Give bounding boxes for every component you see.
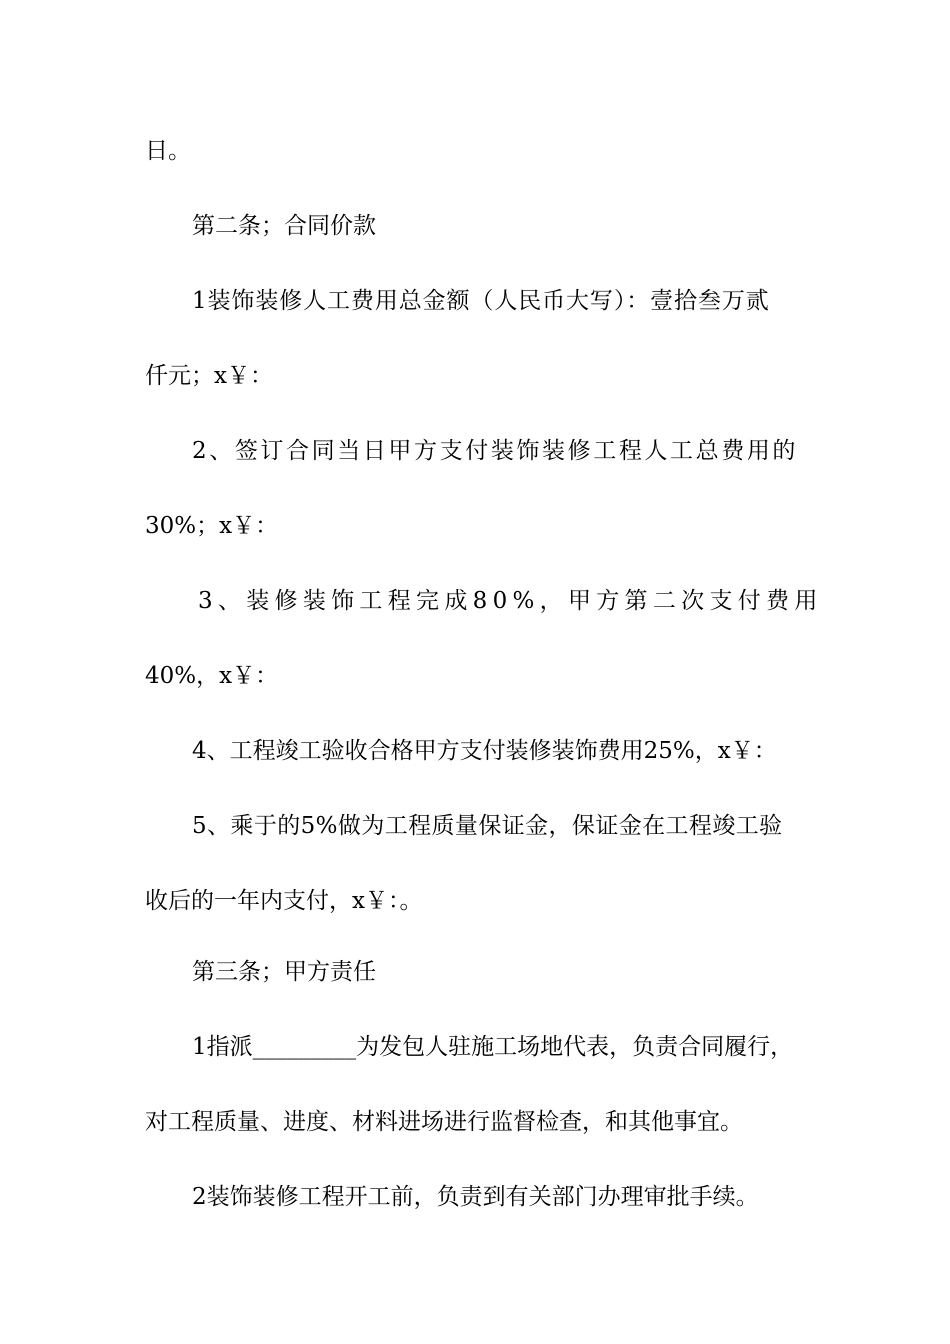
paragraph-line: 1指派_________为发包人驻施工场地代表，负责合同履行，	[192, 1034, 794, 1060]
paragraph-line: 30%；x￥：	[145, 513, 279, 539]
paragraph-line: 2装饰装修工程开工前，负责到有关部门办理审批手续。	[192, 1184, 759, 1210]
paragraph-line: 5、乘于的5%做为工程质量保证金，保证金在工程竣工验	[192, 813, 783, 839]
section-heading-contract-price: 第二条；合同价款	[192, 213, 376, 239]
paragraph-line: 收后的一年内支付，x￥：。	[145, 888, 423, 914]
paragraph-line: 日。	[145, 138, 191, 164]
paragraph-line: 40%，x￥：	[145, 663, 279, 689]
paragraph-line: 仟元；x￥：	[145, 363, 273, 389]
paragraph-line: 2、签订合同当日甲方支付装饰装修工程人工总费用的	[192, 438, 799, 464]
paragraph-line: 3、装修装饰工程完成80%，甲方第二次支付费用	[198, 588, 823, 614]
paragraph-line: 1装饰装修人工费用总金额（人民币大写）：壹拾叁万贰	[192, 288, 770, 314]
section-heading-party-a-responsibility: 第三条；甲方责任	[192, 959, 376, 985]
paragraph-line: 4、工程竣工验收合格甲方支付装修装饰费用25%，x￥：	[192, 738, 777, 764]
paragraph-line: 对工程质量、进度、材料进场进行监督检查，和其他事宜。	[145, 1109, 743, 1135]
